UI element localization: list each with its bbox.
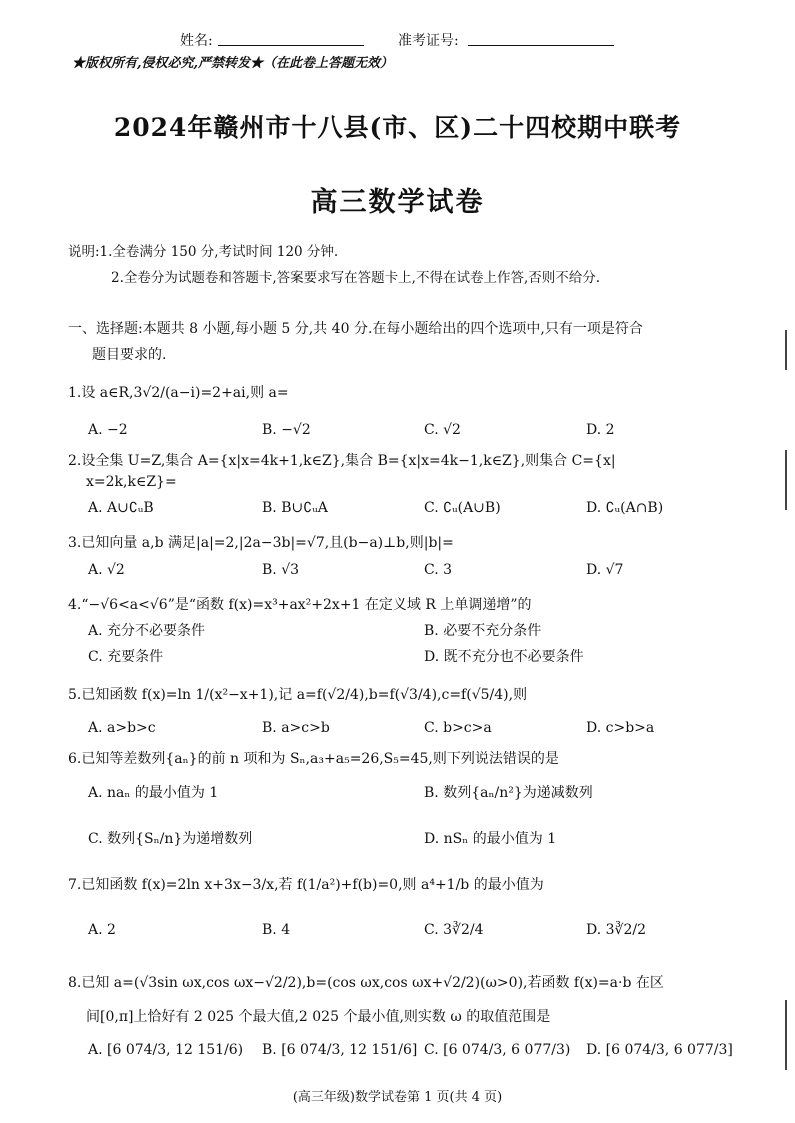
q1-option-a: A. −2 — [88, 422, 128, 438]
q2-option-b: B. B∪∁ᵤA — [262, 500, 328, 516]
q7-option-d: D. 3∛2/2 — [586, 922, 646, 938]
q3-option-d: D. √7 — [586, 562, 624, 578]
question-7: 7.已知函数 f(x)=2ln x+3x−3/x,若 f(1/a²)+f(b)=0,则 a⁴+1/b 的最小值为 — [68, 877, 544, 893]
question-2-cont: x=2k,k∈Z}= — [86, 474, 177, 490]
scan-edge-mark — [785, 450, 787, 510]
q4-option-b: B. 必要不充分条件 — [424, 623, 542, 639]
exam-title: 2024年赣州市十八县(市、区)二十四校期中联考 — [113, 113, 682, 142]
question-2: 2.设全集 U=Z,集合 A={x|x=4k+1,k∈Z},集合 B={x|x=4k−1,k∈Z},则集合 C={x| — [68, 453, 616, 469]
q5-option-b: B. a>c>b — [262, 720, 330, 736]
page-footer: (高三年级)数学试卷第 1 页(共 4 页) — [292, 1090, 503, 1105]
q2-option-d: D. ∁ᵤ(A∩B) — [586, 500, 664, 516]
q3-option-a: A. √2 — [88, 562, 125, 578]
q6-option-a: A. naₙ 的最小值为 1 — [88, 785, 219, 801]
q6-option-b: B. 数列{aₙ/n²}为递减数列 — [424, 785, 593, 801]
exam-subtitle: 高三数学试卷 — [310, 187, 485, 218]
q8-option-c: C. [6 074/3, 6 077/3) — [424, 1042, 571, 1058]
question-8-cont: 间[0,π]上恰好有 2 025 个最大值,2 025 个最小值,则实数 ω 的取值范围是 — [86, 1009, 551, 1025]
q2-option-c: C. ∁ᵤ(A∪B) — [424, 500, 501, 516]
q7-option-c: C. 3∛2/4 — [424, 922, 484, 938]
scan-edge-mark — [785, 330, 787, 370]
exam-number-label: 准考证号: — [398, 33, 459, 49]
q4-option-a: A. 充分不必要条件 — [88, 623, 206, 639]
question-3: 3.已知向量 a,b 满足|a|=2,|2a−3b|=√7,且(b−a)⊥b,则|b|= — [68, 535, 454, 551]
scan-edge-mark — [785, 1000, 787, 1070]
q6-option-d: D. nSₙ 的最小值为 1 — [424, 831, 557, 847]
name-field[interactable] — [218, 30, 364, 46]
q5-option-d: D. c>b>a — [586, 720, 655, 736]
section-1-heading-cont: 题目要求的. — [92, 347, 167, 363]
question-6: 6.已知等差数列{aₙ}的前 n 项和为 Sₙ,a₃+a₅=26,S₅=45,则下列说法错误的是 — [68, 751, 559, 767]
q1-option-b: B. −√2 — [262, 422, 311, 438]
q4-option-c: C. 充要条件 — [88, 649, 164, 665]
question-5: 5.已知函数 f(x)=ln 1/(x²−x+1),记 a=f(√2/4),b=f(√3/4),c=f(√5/4),则 — [68, 687, 528, 703]
instruction-2: 2.全卷分为试题卷和答题卡,答案要求写在答题卡上,不得在试卷上作答,否则不给分. — [111, 270, 601, 286]
q4-option-d: D. 既不充分也不必要条件 — [424, 649, 584, 665]
question-1: 1.设 a∈R,3√2/(a−i)=2+ai,则 a= — [68, 385, 289, 401]
q6-option-c: C. 数列{Sₙ/n}为递增数列 — [88, 831, 253, 847]
q1-option-d: D. 2 — [586, 422, 615, 438]
q2-option-a: A. A∪∁ᵤB — [88, 500, 154, 516]
q3-option-c: C. 3 — [424, 562, 453, 578]
section-1-heading: 一、选择题:本题共 8 小题,每小题 5 分,共 40 分.在每小题给出的四个选项中,只有一项是符合 — [68, 321, 643, 337]
copyright-notice: ★版权所有,侵权必究,严禁转发★（在此卷上答题无效） — [72, 56, 394, 71]
exam-number-field[interactable] — [468, 30, 614, 46]
q5-option-a: A. a>b>c — [88, 720, 156, 736]
q7-option-a: A. 2 — [88, 922, 116, 938]
question-4: 4.“−√6<a<√6”是“函数 f(x)=x³+ax²+2x+1 在定义域 R 上单调递增”的 — [68, 597, 532, 613]
q5-option-c: C. b>c>a — [424, 720, 492, 736]
q3-option-b: B. √3 — [262, 562, 300, 578]
instruction-1: 说明:1.全卷满分 150 分,考试时间 120 分钟. — [68, 244, 339, 260]
q7-option-b: B. 4 — [262, 922, 291, 938]
name-label: 姓名: — [180, 33, 213, 49]
q1-option-c: C. √2 — [424, 422, 461, 438]
q8-option-b: B. [6 074/3, 12 151/6] — [262, 1042, 418, 1058]
q8-option-a: A. [6 074/3, 12 151/6) — [88, 1042, 244, 1058]
question-8: 8.已知 a=(√3sin ωx,cos ωx−√2/2),b=(cos ωx,cos ωx+√2/2)(ω>0),若函数 f(x)=a·b 在区 — [68, 975, 664, 991]
q8-option-d: D. [6 074/3, 6 077/3] — [586, 1042, 733, 1058]
